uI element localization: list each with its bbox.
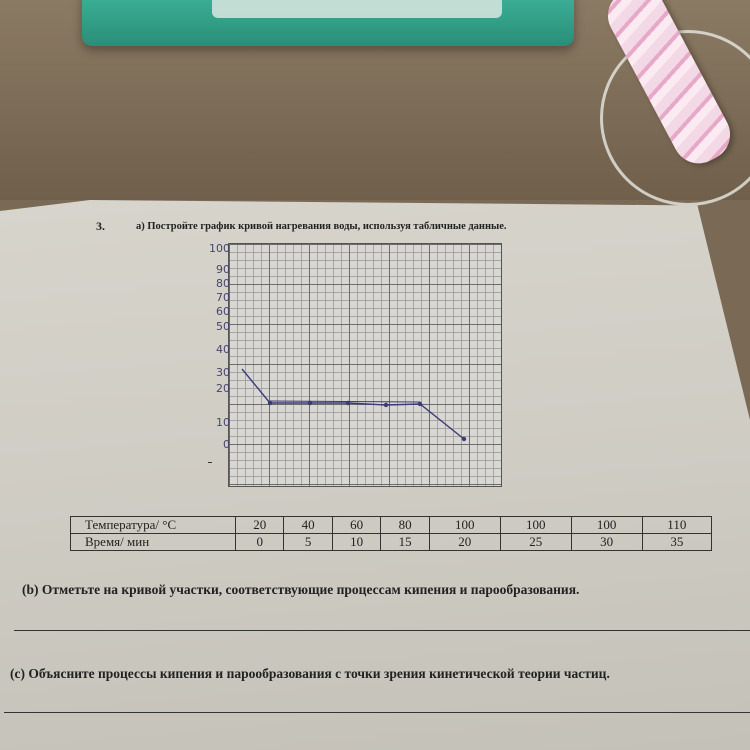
table-row-time: [71, 534, 712, 551]
y-label-90: 90: [216, 263, 230, 276]
table-cell: 20: [429, 534, 500, 551]
table-cell: 0: [236, 534, 284, 551]
table-cell: 30: [571, 534, 642, 551]
table-cell: 20: [236, 517, 284, 534]
table-cell: 100: [429, 517, 500, 534]
y-label-60: 60: [216, 305, 230, 318]
table-cell: 35: [642, 534, 711, 551]
task-number: 3.: [96, 219, 105, 233]
table-cell: 80: [381, 517, 429, 534]
y-label-70: 70: [216, 291, 230, 304]
data-table: [70, 516, 712, 551]
table-cell: 25: [500, 534, 571, 551]
y-label-10: 10: [216, 416, 230, 429]
curve-point: [346, 401, 350, 405]
curve-point: [268, 401, 272, 405]
curve-point: [418, 402, 422, 406]
y-label-80: 80: [216, 277, 230, 290]
curve-line-double: [270, 401, 420, 402]
desk-background: [0, 0, 750, 200]
table-cell: 40: [284, 517, 332, 534]
curve-point: [308, 401, 312, 405]
table-cell: 110: [642, 517, 711, 534]
table-cell: 5: [284, 534, 332, 551]
y-label-50: 50: [216, 320, 230, 333]
graph-paper: [209, 242, 500, 485]
table-cell: 100: [500, 517, 571, 534]
y-label-100: 100: [209, 242, 230, 255]
answer-line: [14, 630, 750, 631]
clipboard-window: [212, 0, 502, 18]
handdrawn-curve: [228, 243, 500, 485]
y-label-30: 30: [216, 366, 230, 379]
y-label-20: 20: [216, 382, 230, 395]
answer-line: [4, 712, 750, 713]
table-cell: 15: [381, 534, 429, 551]
row-header-temperature: Температура/ °С: [71, 517, 236, 534]
curve-point: [384, 403, 388, 407]
table-row-temperature: [71, 517, 712, 534]
green-clipboard: [82, 0, 574, 46]
curve-line: [242, 369, 464, 439]
curve-point: [462, 437, 466, 441]
task-part-c: (с) Объясните процессы кипения и парообразования с точки зрения кинетической теории частиц.: [10, 666, 610, 681]
task-part-a: a) Постройте график кривой нагревания воды, используя табличные данные.: [136, 221, 507, 232]
y-label-40: 40: [216, 343, 230, 356]
row-header-time: Время/ мин: [71, 534, 236, 551]
table-cell: 100: [571, 517, 642, 534]
task-part-b: (b) Отметьте на кривой участки, соответствующие процессам кипения и парообразования.: [22, 582, 580, 597]
y-label-0: 0: [223, 438, 230, 451]
stray-mark: [208, 462, 212, 463]
table-cell: 60: [332, 517, 380, 534]
table-cell: 10: [332, 534, 380, 551]
